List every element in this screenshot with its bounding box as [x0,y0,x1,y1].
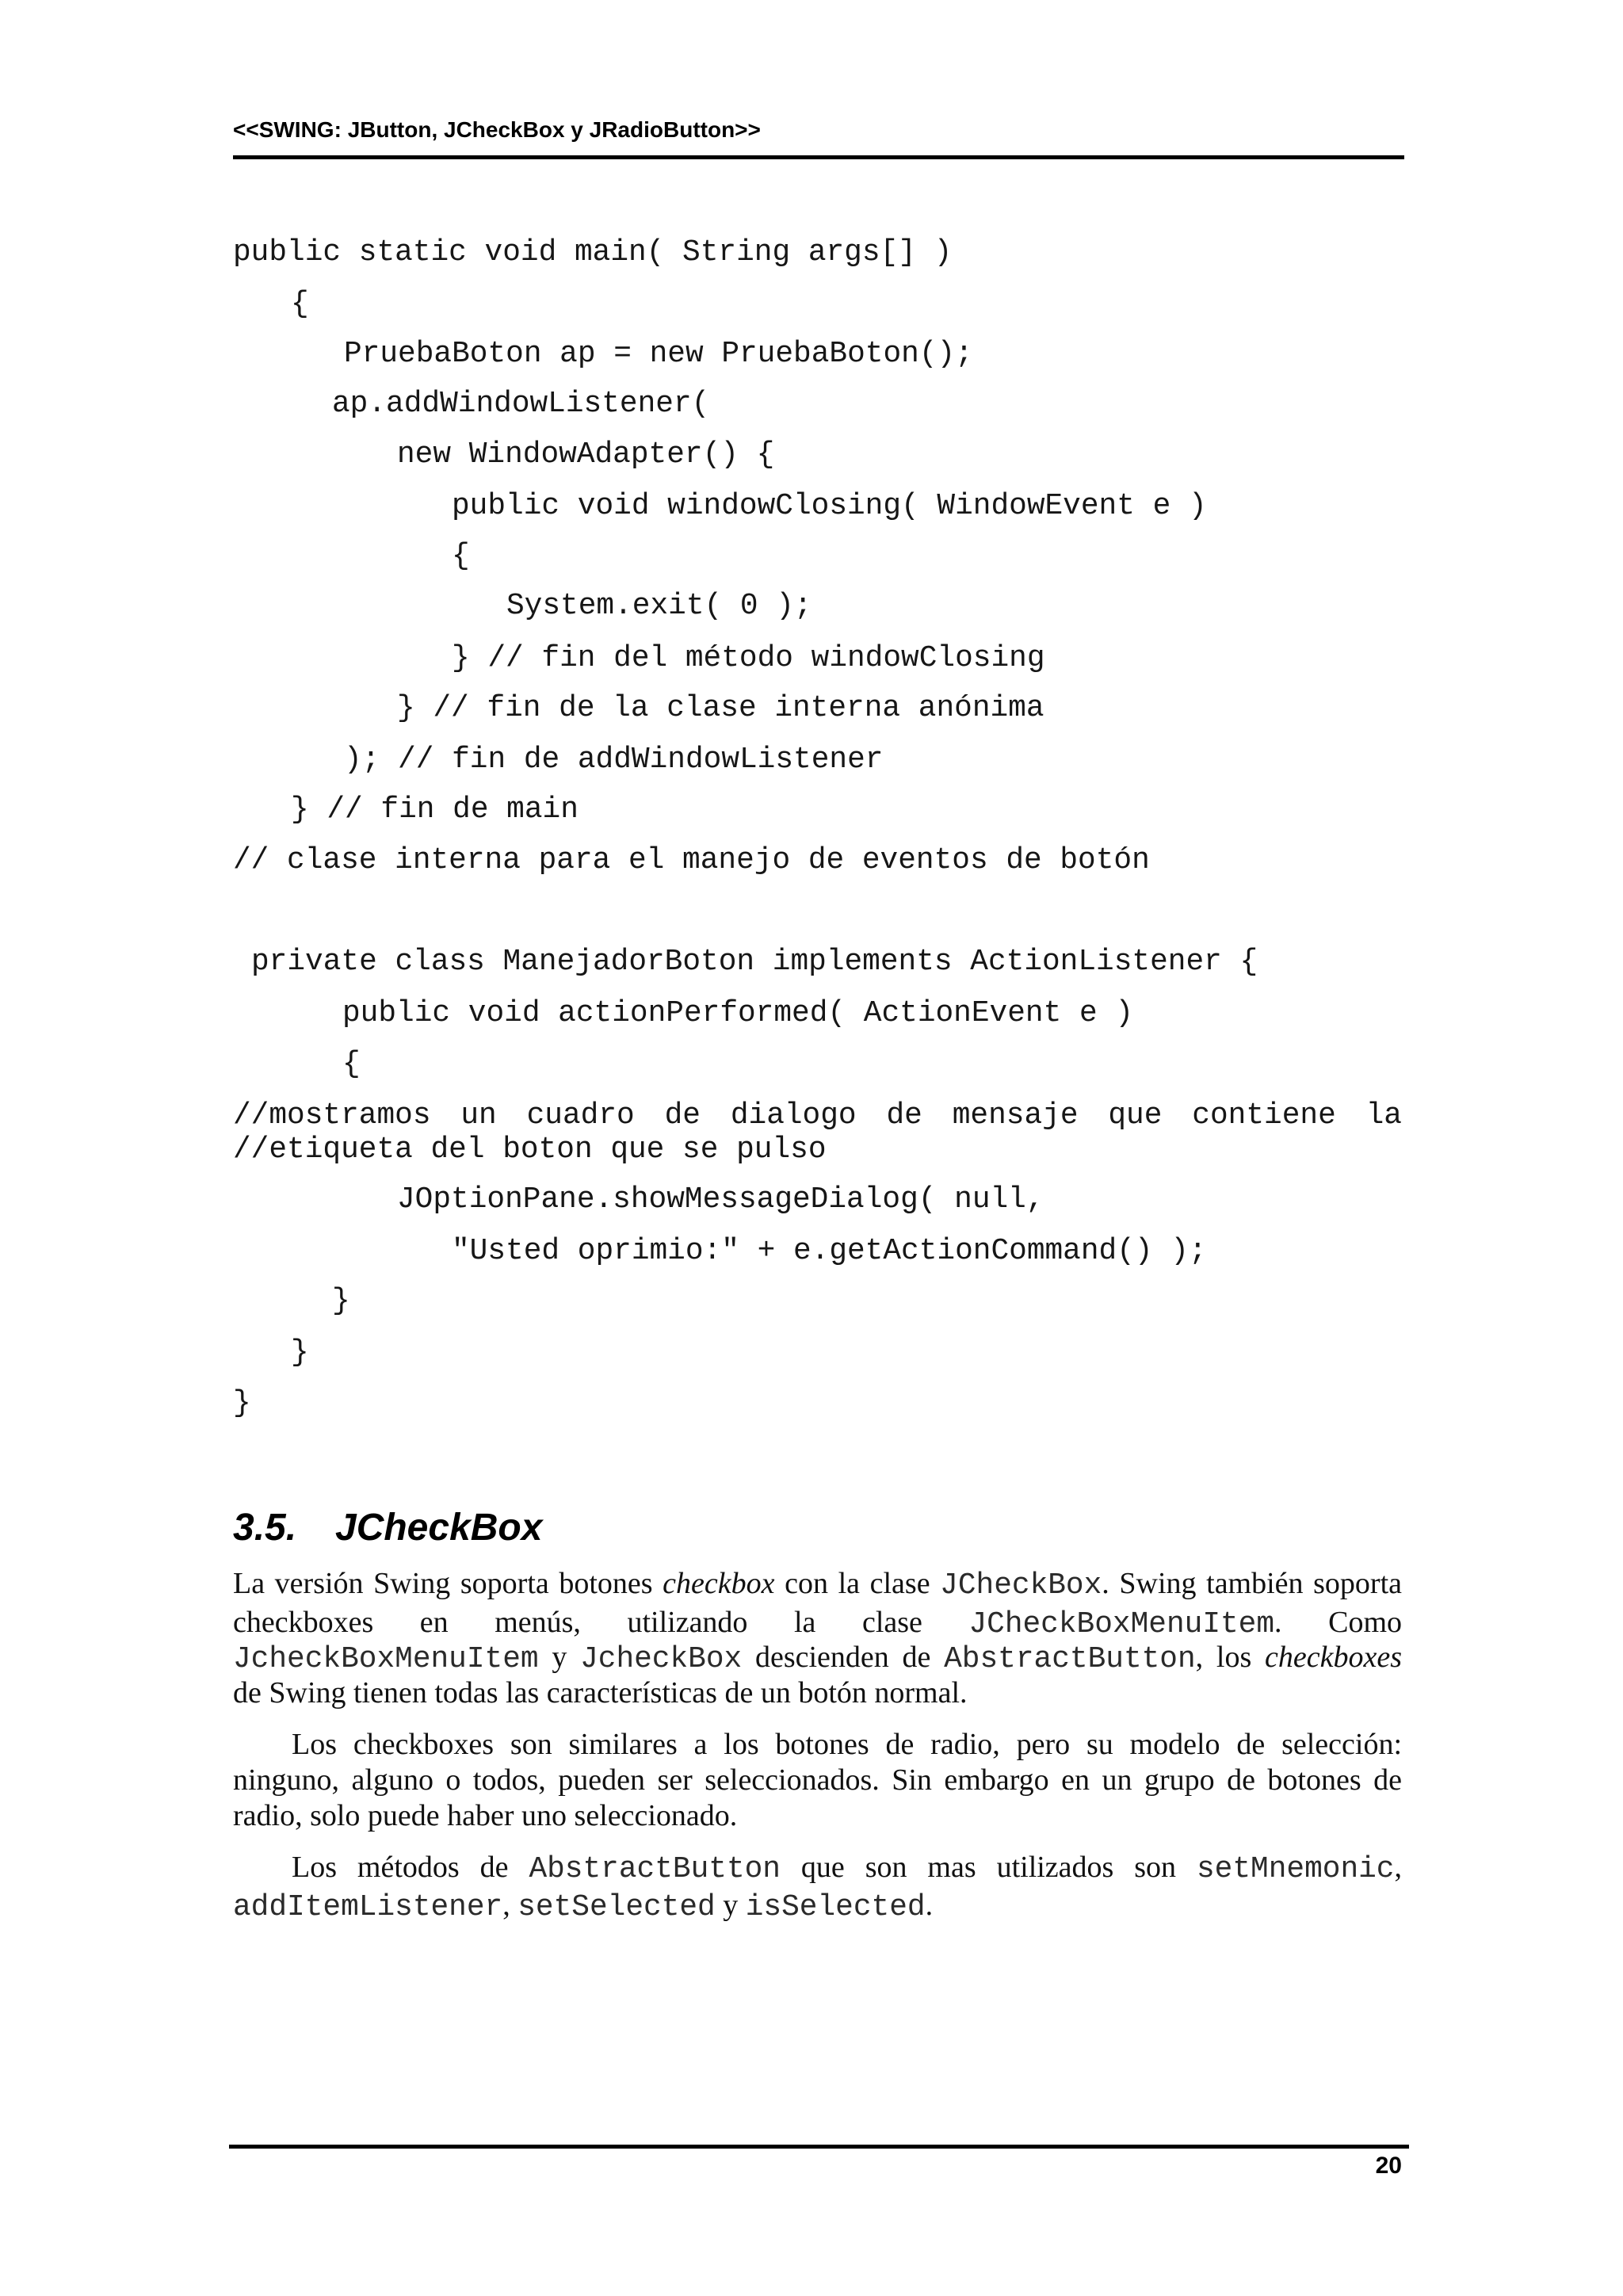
inline-code: JcheckBoxMenuItem [233,1643,539,1676]
inline-code: AbstractButton [529,1853,781,1886]
text-run: y [538,1641,581,1674]
text-run: La versión Swing soporta botones [233,1567,663,1600]
text-run: . Swing también soporta [1102,1567,1403,1600]
inline-code: JcheckBox [580,1643,743,1676]
text-run: con la clase [774,1567,941,1600]
paragraph-line [292,1726,1402,1763]
page-number: 20 [1375,2153,1402,2179]
code-line: } // fin de la clase interna anónima [397,692,1044,725]
code-line: ap.addWindowListener( [332,388,710,421]
paragraph-line [233,1797,1402,1834]
code-line: } [233,1387,251,1420]
code-line: private class ManejadorBoton implements ActionListener { [251,946,1258,979]
code-line: { [452,540,470,573]
text-run: ninguno, alguno o todos, pueden ser seleccionados. Sin embargo en un grupo de botones de [233,1763,1402,1797]
text-run: Los métodos de [292,1851,529,1884]
running-header: <<SWING: JButton, JCheckBox y JRadioButton>> [233,117,761,142]
text-run: de Swing tienen todas las características de un botón normal. [233,1676,968,1710]
paragraph-line [233,1639,1402,1675]
paragraph-line [233,1565,1402,1602]
code-line: System.exit( 0 ); [506,590,812,623]
code-line: "Usted oprimio:" + e.getActionCommand() ); [452,1235,1207,1268]
inline-code: JCheckBox [940,1569,1102,1603]
code-comment-line: // clase interna para el manejo de eventos de botón [233,844,1150,877]
text-run: radio, solo puede haber uno seleccionado. [233,1799,738,1832]
code-line: ); // fin de addWindowListener [344,743,884,777]
section-number: 3.5. [233,1507,297,1549]
inline-code: isSelected [745,1891,926,1924]
footer-rule [229,2145,1409,2149]
code-line: PruebaBoton ap = new PruebaBoton(); [344,338,973,371]
code-line: } [291,1336,309,1370]
header-rule [233,155,1404,159]
text-run: . Como [1274,1606,1402,1639]
code-line: public static void main( String args[] ) [233,236,953,269]
paragraph-line [292,1849,1402,1885]
code-comment-line: //etiqueta del boton que se pulso [233,1133,827,1167]
code-line: } // fin del método windowClosing [452,642,1045,675]
code-line: JOptionPane.showMessageDialog( null, [397,1183,1044,1217]
section-title: JCheckBox [335,1507,543,1549]
text-run: . [925,1889,934,1922]
code-line: } // fin de main [291,793,579,827]
paragraph-line [233,1675,1402,1711]
code-line: public void actionPerformed( ActionEvent e ) [342,997,1134,1030]
inline-code: addItemListener [233,1891,503,1924]
code-comment-line: //mostramos un cuadro de dialogo de mensaje que contiene la [233,1099,1402,1133]
code-line: public void windowClosing( WindowEvent e ) [452,490,1207,523]
paragraph-line [233,1604,1402,1641]
text-run: , [1394,1851,1402,1884]
inline-code: AbstractButton [944,1643,1196,1676]
code-line: } [332,1285,350,1318]
code-line: { [291,288,309,321]
italic-term: checkboxes [1265,1641,1402,1674]
text-run: , los [1195,1641,1265,1674]
text-run: Los checkboxes son similares a los botones de radio, pero su modelo de selección: [292,1728,1402,1761]
paragraph-line [233,1887,1402,1924]
text-run: que son mas utilizados son [780,1851,1197,1884]
italic-term: checkbox [663,1567,775,1600]
paragraph-line [233,1762,1402,1798]
text-run: checkboxes en menús, utilizando la clase [233,1606,969,1639]
code-line: new WindowAdapter() { [397,438,775,472]
code-line: { [342,1048,361,1081]
text-run: y [715,1889,746,1922]
text-run: descienden de [742,1641,945,1674]
inline-code: JCheckBoxMenuItem [968,1608,1275,1641]
inline-code: setMnemonic [1196,1853,1395,1886]
inline-code: setSelected [517,1891,716,1924]
text-run: , [502,1889,518,1922]
